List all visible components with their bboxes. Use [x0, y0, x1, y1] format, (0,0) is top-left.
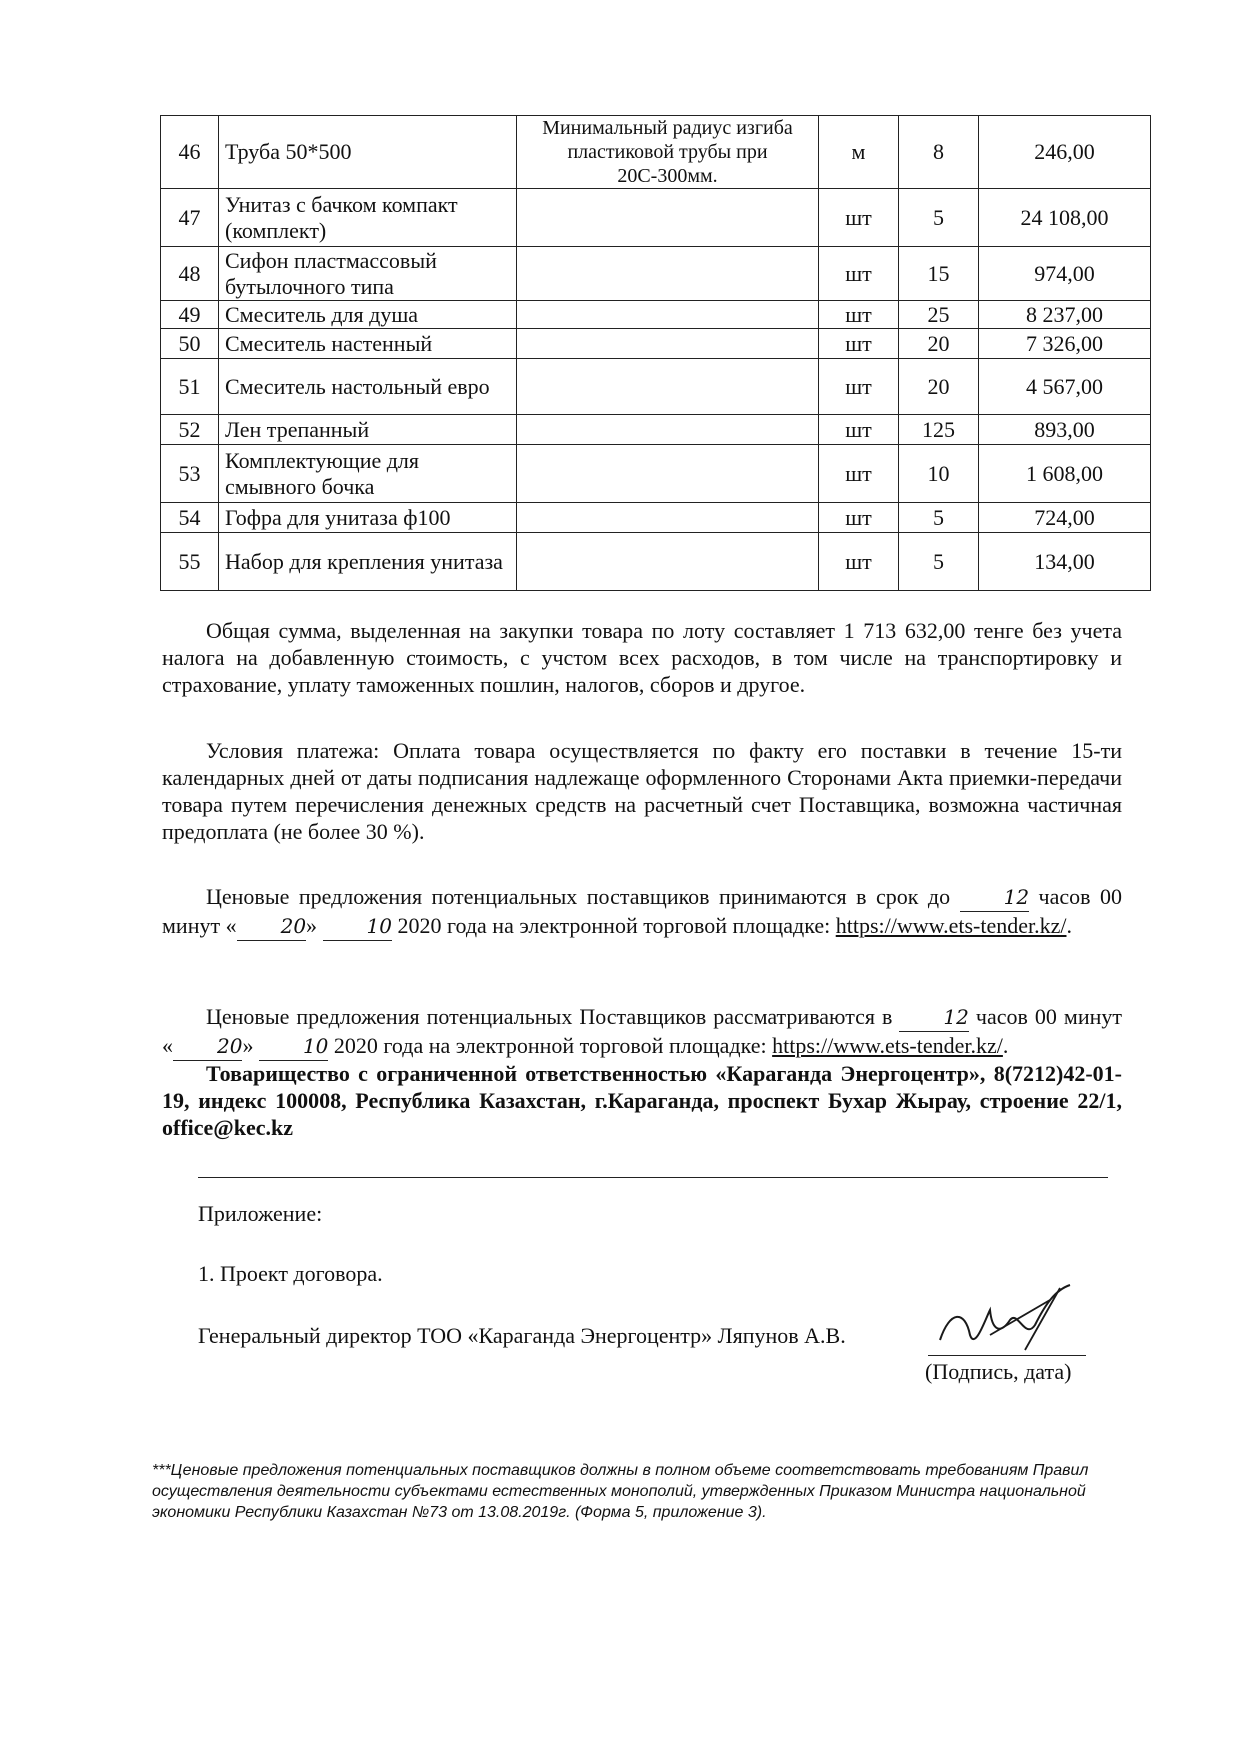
total-amount-paragraph: Общая сумма, выделенная на закупки товара по лоту составляет 1 713 632,00 тенге без учета налога на добавленную стоимость, с учстом всех расходов, в том числе на транспортировку и страхование, уплату таможенных пошлин, налогов, сборов и другое. [162, 618, 1122, 697]
item-price: 724,00 [979, 503, 1151, 533]
row-number: 51 [161, 359, 219, 415]
item-quantity: 5 [899, 533, 979, 591]
item-unit: шт [819, 503, 899, 533]
item-name: Комплектующие для смывного бочка [219, 445, 517, 503]
row-number: 46 [161, 116, 219, 189]
item-unit: шт [819, 533, 899, 591]
offers-deadline-text: 2020 года на электронной торговой площадке: [397, 913, 831, 938]
company-details-paragraph: Товарищество с ограниченной ответственностью «Караганда Энергоцентр», 8(7212)42-01-19, индекс 100008, Республика Казахстан, г.Караганда, проспект Бухар Жырау, строение 22/1, office@kec.kz [162, 1061, 1122, 1140]
item-unit: м [819, 116, 899, 189]
period: . [1002, 1033, 1009, 1058]
item-quantity: 125 [899, 415, 979, 445]
row-number: 55 [161, 533, 219, 591]
item-name: Смеситель для душа [219, 301, 517, 329]
item-price: 893,00 [979, 415, 1151, 445]
item-description [517, 189, 819, 247]
item-price: 4 567,00 [979, 359, 1151, 415]
table-row [161, 415, 1151, 445]
item-unit: шт [819, 445, 899, 503]
item-quantity: 25 [899, 301, 979, 329]
item-quantity: 5 [899, 503, 979, 533]
item-name: Сифон пластмассовый бутылочного типа [219, 247, 517, 301]
row-number: 49 [161, 301, 219, 329]
item-price: 8 237,00 [979, 301, 1151, 329]
table-row [161, 445, 1151, 503]
item-unit: шт [819, 301, 899, 329]
goods-table [160, 115, 1151, 591]
item-quantity: 20 [899, 329, 979, 359]
item-name: Унитаз с бачком компакт (комплект) [219, 189, 517, 247]
row-number: 50 [161, 329, 219, 359]
item-price: 246,00 [979, 116, 1151, 189]
item-unit: шт [819, 359, 899, 415]
row-number: 48 [161, 247, 219, 301]
item-unit: шт [819, 247, 899, 301]
item-description [517, 445, 819, 503]
row-number: 54 [161, 503, 219, 533]
item-price: 134,00 [979, 533, 1151, 591]
item-name: Смеситель настольный евро [219, 359, 517, 415]
offers-review-text: 2020 года на электронной торговой площадке: [333, 1033, 767, 1058]
offers-review-paragraph [162, 1003, 1122, 1061]
item-name: Лен трепанный [219, 415, 517, 445]
footnote: ***Ценовые предложения потенциальных поставщиков должны в полном объеме соответствовать требованиям Правил осуществления деятельности субъектами естественных монополий, утвержденных Приказом Министра национальной экономики Республики Казахстан №73 от 13.08.2019г. (Форма 5, приложение 3). [152, 1462, 1089, 1521]
item-price: 974,00 [979, 247, 1151, 301]
appendix-label: Приложение: [198, 1201, 323, 1226]
divider-line [198, 1177, 1108, 1178]
offers-review-text: » [242, 1033, 254, 1058]
item-description [517, 415, 819, 445]
item-price: 7 326,00 [979, 329, 1151, 359]
offers-deadline-text: » [306, 913, 318, 938]
offers-deadline-text: Ценовые предложения потенциальных поставщиков принимаются в срок до [206, 884, 951, 909]
signature-caption: (Подпись, дата) [925, 1359, 1072, 1384]
item-quantity: 8 [899, 116, 979, 189]
signature-line [928, 1355, 1086, 1356]
handwritten-month: 10 [323, 913, 392, 941]
table-row [161, 116, 1151, 189]
item-unit: шт [819, 189, 899, 247]
item-price: 24 108,00 [979, 189, 1151, 247]
handwritten-hour: 12 [960, 884, 1029, 912]
item-description [517, 247, 819, 301]
item-description: Минимальный радиус изгиба пластиковой трубы при 20С-300мм. [517, 116, 819, 189]
period: . [1066, 913, 1072, 938]
item-quantity: 10 [899, 445, 979, 503]
table-row [161, 503, 1151, 533]
table-row [161, 359, 1151, 415]
offers-deadline-text: часов 00 минут « [162, 884, 1123, 938]
table-row [161, 329, 1151, 359]
item-quantity: 15 [899, 247, 979, 301]
row-number: 53 [161, 445, 219, 503]
table-row [161, 247, 1151, 301]
item-name: Гофра для унитаза ф100 [219, 503, 517, 533]
handwritten-day: 20 [173, 1033, 242, 1061]
row-number: 47 [161, 189, 219, 247]
item-unit: шт [819, 415, 899, 445]
ets-tender-link[interactable]: https://www.ets-tender.kz/ [772, 1033, 1003, 1058]
item-description [517, 329, 819, 359]
offers-review-text: Ценовые предложения потенциальных Поставщиков рассматриваются в [206, 1004, 893, 1029]
table-row [161, 533, 1151, 591]
item-description [517, 533, 819, 591]
handwritten-month: 10 [259, 1033, 328, 1061]
row-number: 52 [161, 415, 219, 445]
item-description [517, 301, 819, 329]
handwritten-hour: 12 [899, 1004, 968, 1032]
item-quantity: 20 [899, 359, 979, 415]
offers-review-text: часов 00 минут « [162, 1004, 1122, 1058]
table-row [161, 189, 1151, 247]
signature-icon [930, 1280, 1080, 1360]
table-row [161, 301, 1151, 329]
item-quantity: 5 [899, 189, 979, 247]
item-description [517, 359, 819, 415]
signatory-line: Генеральный директор ТОО «Караганда Энергоцентр» Ляпунов А.В. [198, 1323, 846, 1348]
handwritten-day: 20 [237, 913, 306, 941]
item-description [517, 503, 819, 533]
item-name: Смеситель настенный [219, 329, 517, 359]
item-price: 1 608,00 [979, 445, 1151, 503]
payment-terms-paragraph: Условия платежа: Оплата товара осуществляется по факту его поставки в течение 15-ти календарных дней от даты подписания надлежаще оформленного Сторонами Акта приемки-передачи товара путем перечисления денежных средств на расчетный счет Поставщика, возможна частичная предоплата (не более 30 %). [162, 738, 1122, 844]
item-name: Труба 50*500 [219, 116, 517, 189]
item-name: Набор для крепления унитаза [219, 533, 517, 591]
offers-deadline-paragraph [162, 883, 1122, 941]
item-unit: шт [819, 329, 899, 359]
appendix-item: 1. Проект договора. [198, 1261, 383, 1286]
ets-tender-link[interactable]: https://www.ets-tender.kz/ [835, 913, 1067, 938]
